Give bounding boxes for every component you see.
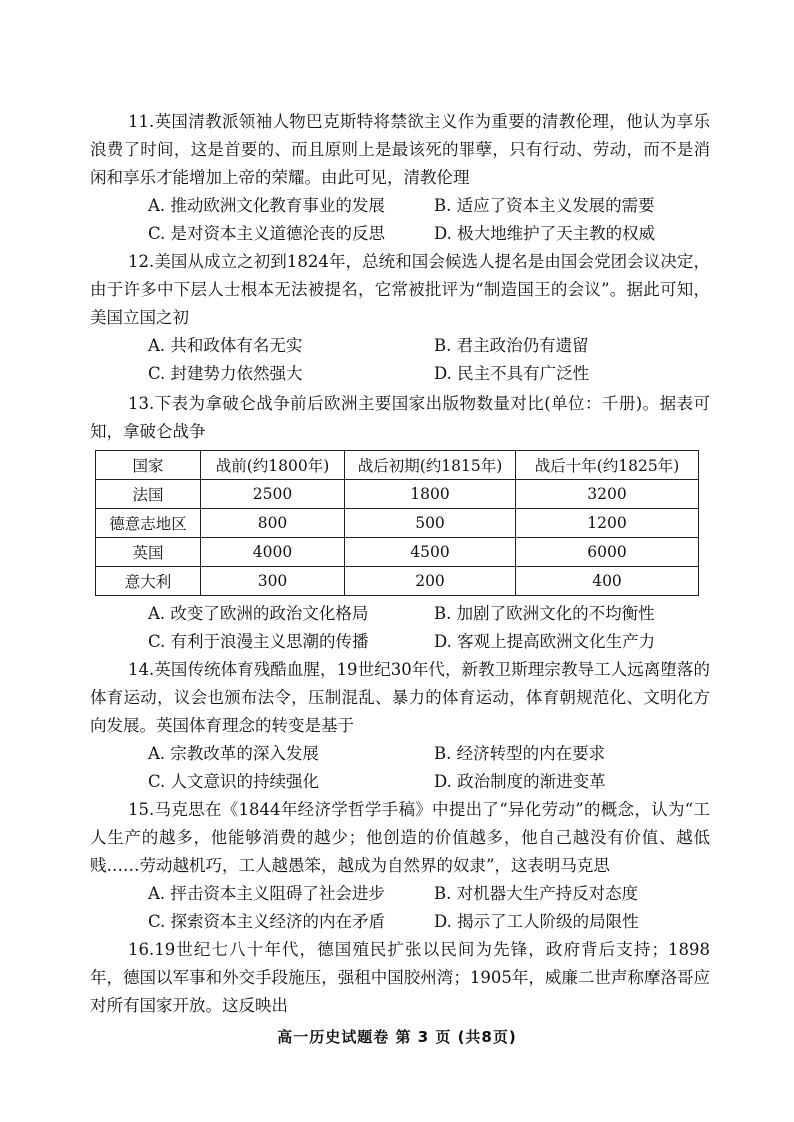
options-row (90, 360, 710, 388)
table-row (96, 509, 699, 538)
option-b[interactable]: B. 经济转型的内在要求 (434, 744, 606, 763)
question-14 (90, 656, 710, 796)
options-row (90, 192, 710, 220)
table-cell: 3200 (516, 480, 699, 509)
question-stem: 15.马克思在《1844年经济学哲学手稿》中提出了“异化劳动”的概念，认为“工人生产的越多，他能够消费的越少；他创造的价值越多，他自己越没有价值、越低贱……劳动越机巧，工人越愚笨，越成为自然界的奴隶”，这表明马克思 (90, 800, 710, 875)
option-c[interactable]: C. 封建势力依然强大 (148, 364, 303, 383)
column-header: 战后初期(约1815年) (345, 451, 516, 480)
options-row (90, 628, 710, 656)
option-a[interactable]: A. 改变了欧洲的政治文化格局 (148, 604, 369, 623)
table-cell: 意大利 (96, 567, 201, 596)
option-d[interactable]: D. 极大地维护了天主教的权威 (434, 224, 656, 243)
option-b[interactable]: B. 对机器大生产持反对态度 (434, 884, 639, 903)
option-d[interactable]: D. 政治制度的渐进变革 (434, 772, 606, 791)
table-cell: 1800 (345, 480, 516, 509)
option-c[interactable]: C. 探索资本主义经济的内在矛盾 (148, 912, 386, 931)
options-row (90, 880, 710, 908)
table-cell: 1200 (516, 509, 699, 538)
table-cell: 英国 (96, 538, 201, 567)
table-row (96, 480, 699, 509)
option-d[interactable]: D. 揭示了工人阶级的局限性 (434, 912, 639, 931)
option-b[interactable]: B. 适应了资本主义发展的需要 (434, 196, 655, 215)
table-cell: 德意志地区 (96, 509, 201, 538)
page-footer: 高一历史试题卷 第 3 页 (共8页) (277, 1028, 517, 1046)
question-12 (90, 248, 710, 388)
table-cell: 4000 (201, 538, 345, 567)
question-15 (90, 796, 710, 936)
table-cell: 400 (516, 567, 699, 596)
question-16 (90, 936, 710, 1020)
table-header-row (96, 451, 699, 480)
question-11 (90, 108, 710, 248)
options-row (90, 768, 710, 796)
question-stem: 14.英国传统体育残酷血腥，19世纪30年代，新教卫斯理宗教导工人远离堕落的体育运动，议会也颁布法令，压制混乱、暴力的体育运动，体育朝规范化、文明化方向发展。英国体育理念的转变是基于 (90, 660, 710, 735)
column-header: 战前(约1800年) (201, 451, 345, 480)
column-header: 国家 (96, 451, 201, 480)
column-header: 战后十年(约1825年) (516, 451, 699, 480)
option-a[interactable]: A. 宗教改革的深入发展 (148, 744, 319, 763)
table-cell: 6000 (516, 538, 699, 567)
question-13-options (90, 600, 710, 656)
options-row (90, 220, 710, 248)
publication-table (95, 450, 699, 596)
question-stem: 12.美国从成立之初到1824年，总统和国会候选人提名是由国会党团会议决定，由于许多中下层人士根本无法被提名，它常被批评为“制造国王的会议”。据此可知，美国立国之初 (90, 252, 710, 327)
question-stem: 11.英国清教派领袖人物巴克斯特将禁欲主义作为重要的清教伦理，他认为享乐浪费了时间，这是首要的、而且原则上是最该死的罪孽，只有行动、劳动，而不是消闲和享乐才能增加上帝的荣耀。由此可见，清教伦理 (90, 112, 710, 187)
table-cell: 2500 (201, 480, 345, 509)
question-stem: 16.19世纪七八十年代，德国殖民扩张以民间为先锋，政府背后支持；1898年，德国以军事和外交手段施压，强租中国胶州湾；1905年，威廉二世声称摩洛哥应对所有国家开放。这反映出 (90, 940, 710, 1015)
table-cell: 300 (201, 567, 345, 596)
option-b[interactable]: B. 加剧了欧洲文化的不均衡性 (434, 604, 655, 623)
table-cell: 500 (345, 509, 516, 538)
table-cell: 4500 (345, 538, 516, 567)
option-a[interactable]: A. 抨击资本主义阻碍了社会进步 (148, 884, 385, 903)
question-stem: 13.下表为拿破仑战争前后欧洲主要国家出版物数量对比(单位：千册)。据表可知，拿破仑战争 (90, 394, 710, 441)
question-13 (90, 390, 710, 446)
options-row (90, 600, 710, 628)
option-a[interactable]: A. 推动欧洲文化教育事业的发展 (148, 196, 385, 215)
options-row (90, 908, 710, 936)
option-b[interactable]: B. 君主政治仍有遗留 (434, 336, 589, 355)
option-d[interactable]: D. 民主不具有广泛性 (434, 364, 590, 383)
option-c[interactable]: C. 是对资本主义道德沦丧的反思 (148, 224, 386, 243)
option-a[interactable]: A. 共和政体有名无实 (148, 336, 303, 355)
options-row (90, 740, 710, 768)
option-c[interactable]: C. 有利于浪漫主义思潮的传播 (148, 632, 369, 651)
table-row (96, 538, 699, 567)
table-row (96, 567, 699, 596)
options-row (90, 332, 710, 360)
option-d[interactable]: D. 客观上提高欧洲文化生产力 (434, 632, 656, 651)
table-cell: 法国 (96, 480, 201, 509)
option-c[interactable]: C. 人文意识的持续强化 (148, 772, 320, 791)
table-cell: 200 (345, 567, 516, 596)
table-cell: 800 (201, 509, 345, 538)
